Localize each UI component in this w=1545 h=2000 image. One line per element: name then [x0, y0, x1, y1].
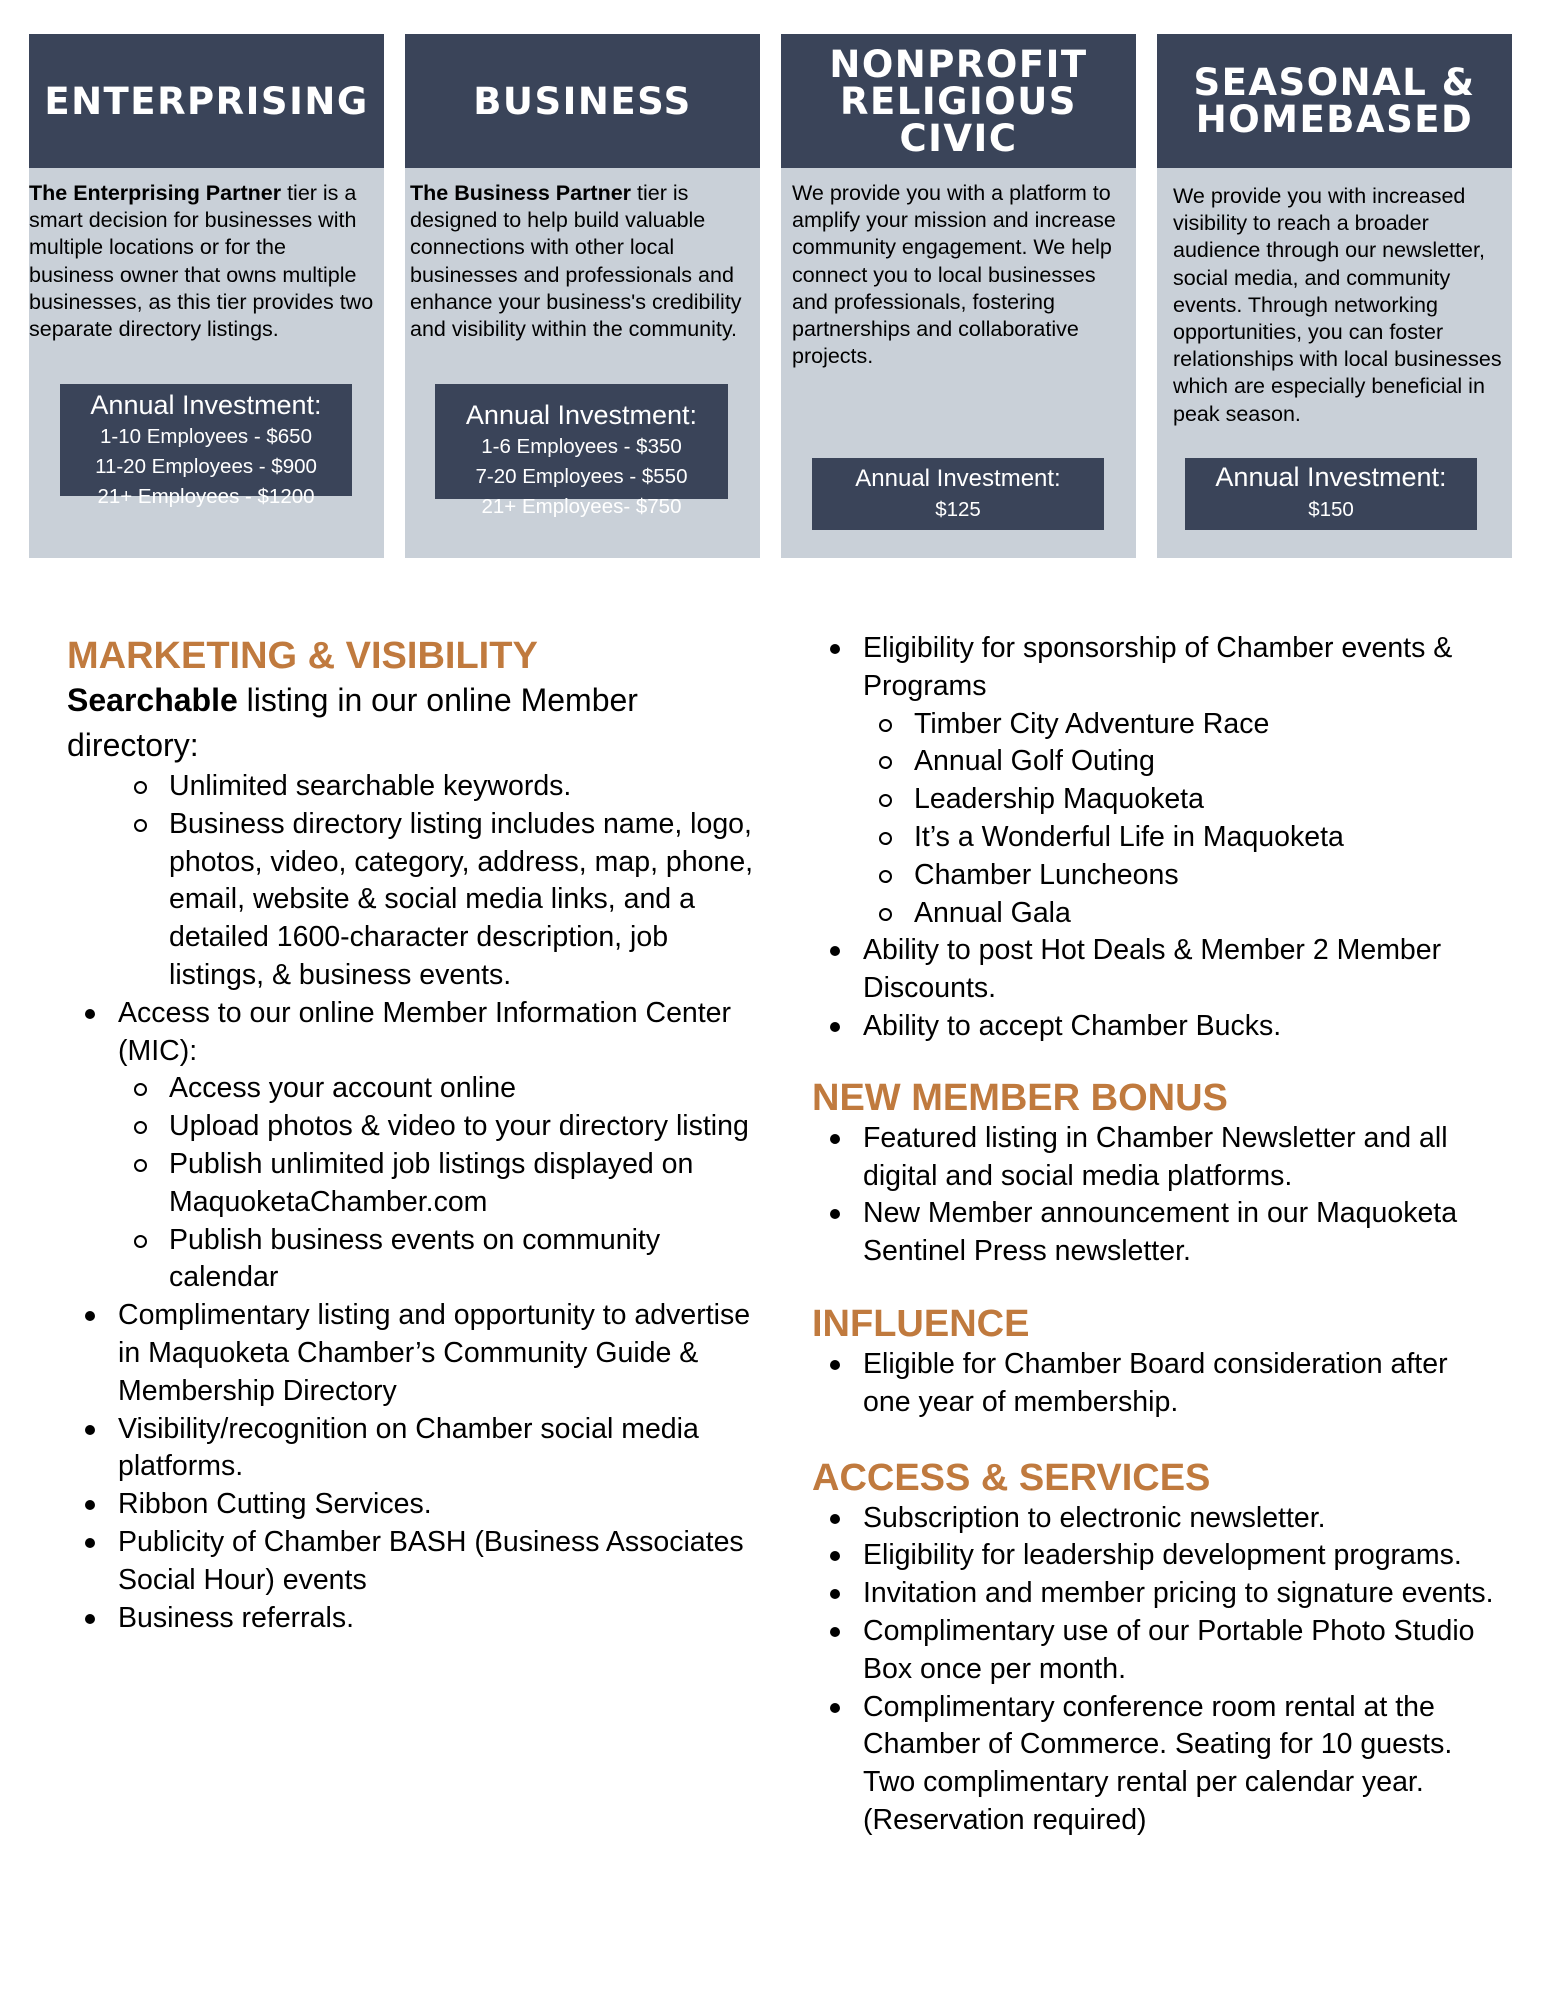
list-item: Ability to accept Chamber Bucks.	[812, 1008, 1502, 1046]
tier-title	[405, 34, 760, 168]
tier-description-bold: The Business Partner	[410, 181, 632, 205]
list-item: Publicity of Chamber BASH (Business Associates Social Hour) events	[67, 1524, 757, 1600]
annual-investment-title: Annual Investment:	[465, 400, 698, 430]
list-item: Access your account online	[118, 1070, 757, 1108]
list-item: Timber City Adventure Race	[863, 706, 1502, 744]
tier-title	[1157, 34, 1512, 168]
investment-price-line: 1-10 Employees - $650	[100, 425, 312, 448]
list-item	[812, 630, 1502, 932]
tier-description-bold: The Enterprising Partner	[29, 181, 282, 205]
list-item: Chamber Luncheons	[863, 857, 1502, 895]
investment-price-line: 21+ Employees- $750	[481, 495, 682, 518]
list-item: Visibility/recognition on Chamber social media platforms.	[67, 1411, 757, 1487]
list-item: Unlimited searchable keywords.	[118, 768, 757, 806]
list-item: Complimentary conference room rental at the Chamber of Commerce. Seating for 10 guests. Two complimentary rental per calendar year. (Reservation required)	[812, 1689, 1502, 1840]
investment-price-line: 11-20 Employees - $900	[95, 455, 317, 478]
tier-description	[1173, 183, 1504, 428]
investment-price-line: $125	[935, 498, 981, 521]
marketing-visibility-section	[67, 634, 757, 1637]
influence-heading: INFLUENCE	[812, 1302, 1030, 1345]
annual-investment-box	[60, 384, 352, 508]
list-item: Eligible for Chamber Board consideration after one year of membership.	[812, 1346, 1502, 1422]
tier-title-line: HOMEBASED	[1195, 98, 1474, 141]
new-member-heading: NEW MEMBER BONUS	[812, 1076, 1228, 1119]
list-item: Invitation and member pricing to signature events.	[812, 1575, 1502, 1613]
list-item: Business referrals.	[67, 1600, 757, 1638]
directory-lead	[67, 678, 757, 768]
list-item: Featured listing in Chamber Newsletter and all digital and social media platforms.	[812, 1120, 1502, 1196]
list-item: Upload photos & video to your directory listing	[118, 1108, 757, 1146]
annual-investment-title: Annual Investment:	[855, 465, 1061, 492]
list-item: Publish business events on community calendar	[118, 1222, 757, 1298]
tier-description-text: tier is designed to help build valuable connections with other local businesses and professionals and enhance your business's credibility and visibility within the community.	[410, 181, 742, 342]
right-column	[812, 630, 1502, 1840]
tier-title-line: NONPROFIT	[829, 42, 1088, 86]
marketing-heading: MARKETING & VISIBILITY	[67, 635, 538, 677]
marketing-list	[67, 995, 757, 1638]
tier-card-business	[405, 34, 760, 558]
list-item: Annual Golf Outing	[863, 743, 1502, 781]
mic-sublist	[118, 1070, 757, 1297]
list-item: Subscription to electronic newsletter.	[812, 1500, 1502, 1538]
sponsorship-list	[812, 630, 1502, 1046]
tier-title-line: RELIGIOUS	[840, 79, 1077, 123]
annual-investment-title: Annual Investment:	[1215, 462, 1447, 492]
directory-lead-text: listing in our online Member directory:	[67, 682, 638, 763]
annual-investment-box	[812, 458, 1104, 530]
tier-title-line: ENTERPRISING	[44, 79, 369, 123]
investment-price-line: 1-6 Employees - $350	[481, 435, 682, 458]
list-item: It’s a Wonderful Life in Maquoketa	[863, 819, 1502, 857]
investment-price-line: $150	[1308, 498, 1354, 521]
tier-card-seasonal	[1157, 34, 1512, 558]
list-item: New Member announcement in our Maquoketa Sentinel Press newsletter.	[812, 1195, 1502, 1271]
new-member-list	[812, 1120, 1502, 1271]
list-item: Annual Gala	[863, 895, 1502, 933]
access-services-list	[812, 1500, 1502, 1840]
events-sublist	[863, 706, 1502, 933]
list-item: Publish unlimited job listings displayed on MaquoketaChamber.com	[118, 1146, 757, 1222]
list-item: Ribbon Cutting Services.	[67, 1486, 757, 1524]
list-item: Business directory listing includes name, logo, photos, video, category, address, map, phone, email, website & social media links, and a detailed 1600-character description, job listings, & business events.	[118, 806, 757, 995]
tier-description	[410, 180, 752, 343]
annual-investment-box	[1185, 458, 1477, 530]
list-item: Complimentary listing and opportunity to advertise in Maquoketa Chamber’s Community Guide & Membership Directory	[67, 1297, 757, 1410]
tier-card-nonprofit	[781, 34, 1136, 558]
tier-title	[781, 34, 1136, 168]
list-item: Ability to post Hot Deals & Member 2 Member Discounts.	[812, 932, 1502, 1008]
list-item: Eligibility for leadership development programs.	[812, 1537, 1502, 1575]
tier-description-text: tier is a smart decision for businesses with multiple locations or for the business owner that owns multiple businesses, as this tier provides two separate directory listings.	[29, 181, 374, 342]
annual-investment-title: Annual Investment:	[90, 390, 322, 420]
tier-card-enterprising	[29, 34, 384, 558]
directory-sublist	[118, 768, 757, 995]
list-item	[67, 995, 757, 1297]
directory-lead-bold: Searchable	[67, 682, 238, 718]
investment-price-line: 7-20 Employees - $550	[475, 465, 688, 488]
tier-description-text: We provide you with increased visibility to reach a broader audience through our newsletter, social media, and community events. Through networking opportunities, you can foster relationships with local businesses which are especially beneficial in peak season.	[1173, 184, 1502, 426]
investment-price-line: 21+ Employees - $1200	[97, 485, 315, 508]
tier-title-line: BUSINESS	[473, 79, 692, 123]
tier-description	[792, 180, 1128, 370]
influence-list	[812, 1346, 1502, 1422]
list-item-text: Access to our online Member Information Center (MIC):	[118, 996, 732, 1067]
tier-title	[29, 34, 384, 168]
list-item: Leadership Maquoketa	[863, 781, 1502, 819]
tier-title-line: SEASONAL &	[1193, 61, 1476, 104]
tier-description	[29, 180, 376, 343]
tier-title-line: CIVIC	[899, 116, 1018, 160]
tier-description-text: We provide you with a platform to amplify your mission and increase community engagement. We help connect you to local businesses and professionals, fostering partnerships and collaborative projects.	[792, 181, 1116, 369]
annual-investment-box	[435, 384, 728, 518]
list-item-text: Eligibility for sponsorship of Chamber events & Programs	[863, 632, 1453, 702]
list-item: Complimentary use of our Portable Photo Studio Box once per month.	[812, 1613, 1502, 1689]
access-services-heading: ACCESS & SERVICES	[812, 1456, 1211, 1499]
